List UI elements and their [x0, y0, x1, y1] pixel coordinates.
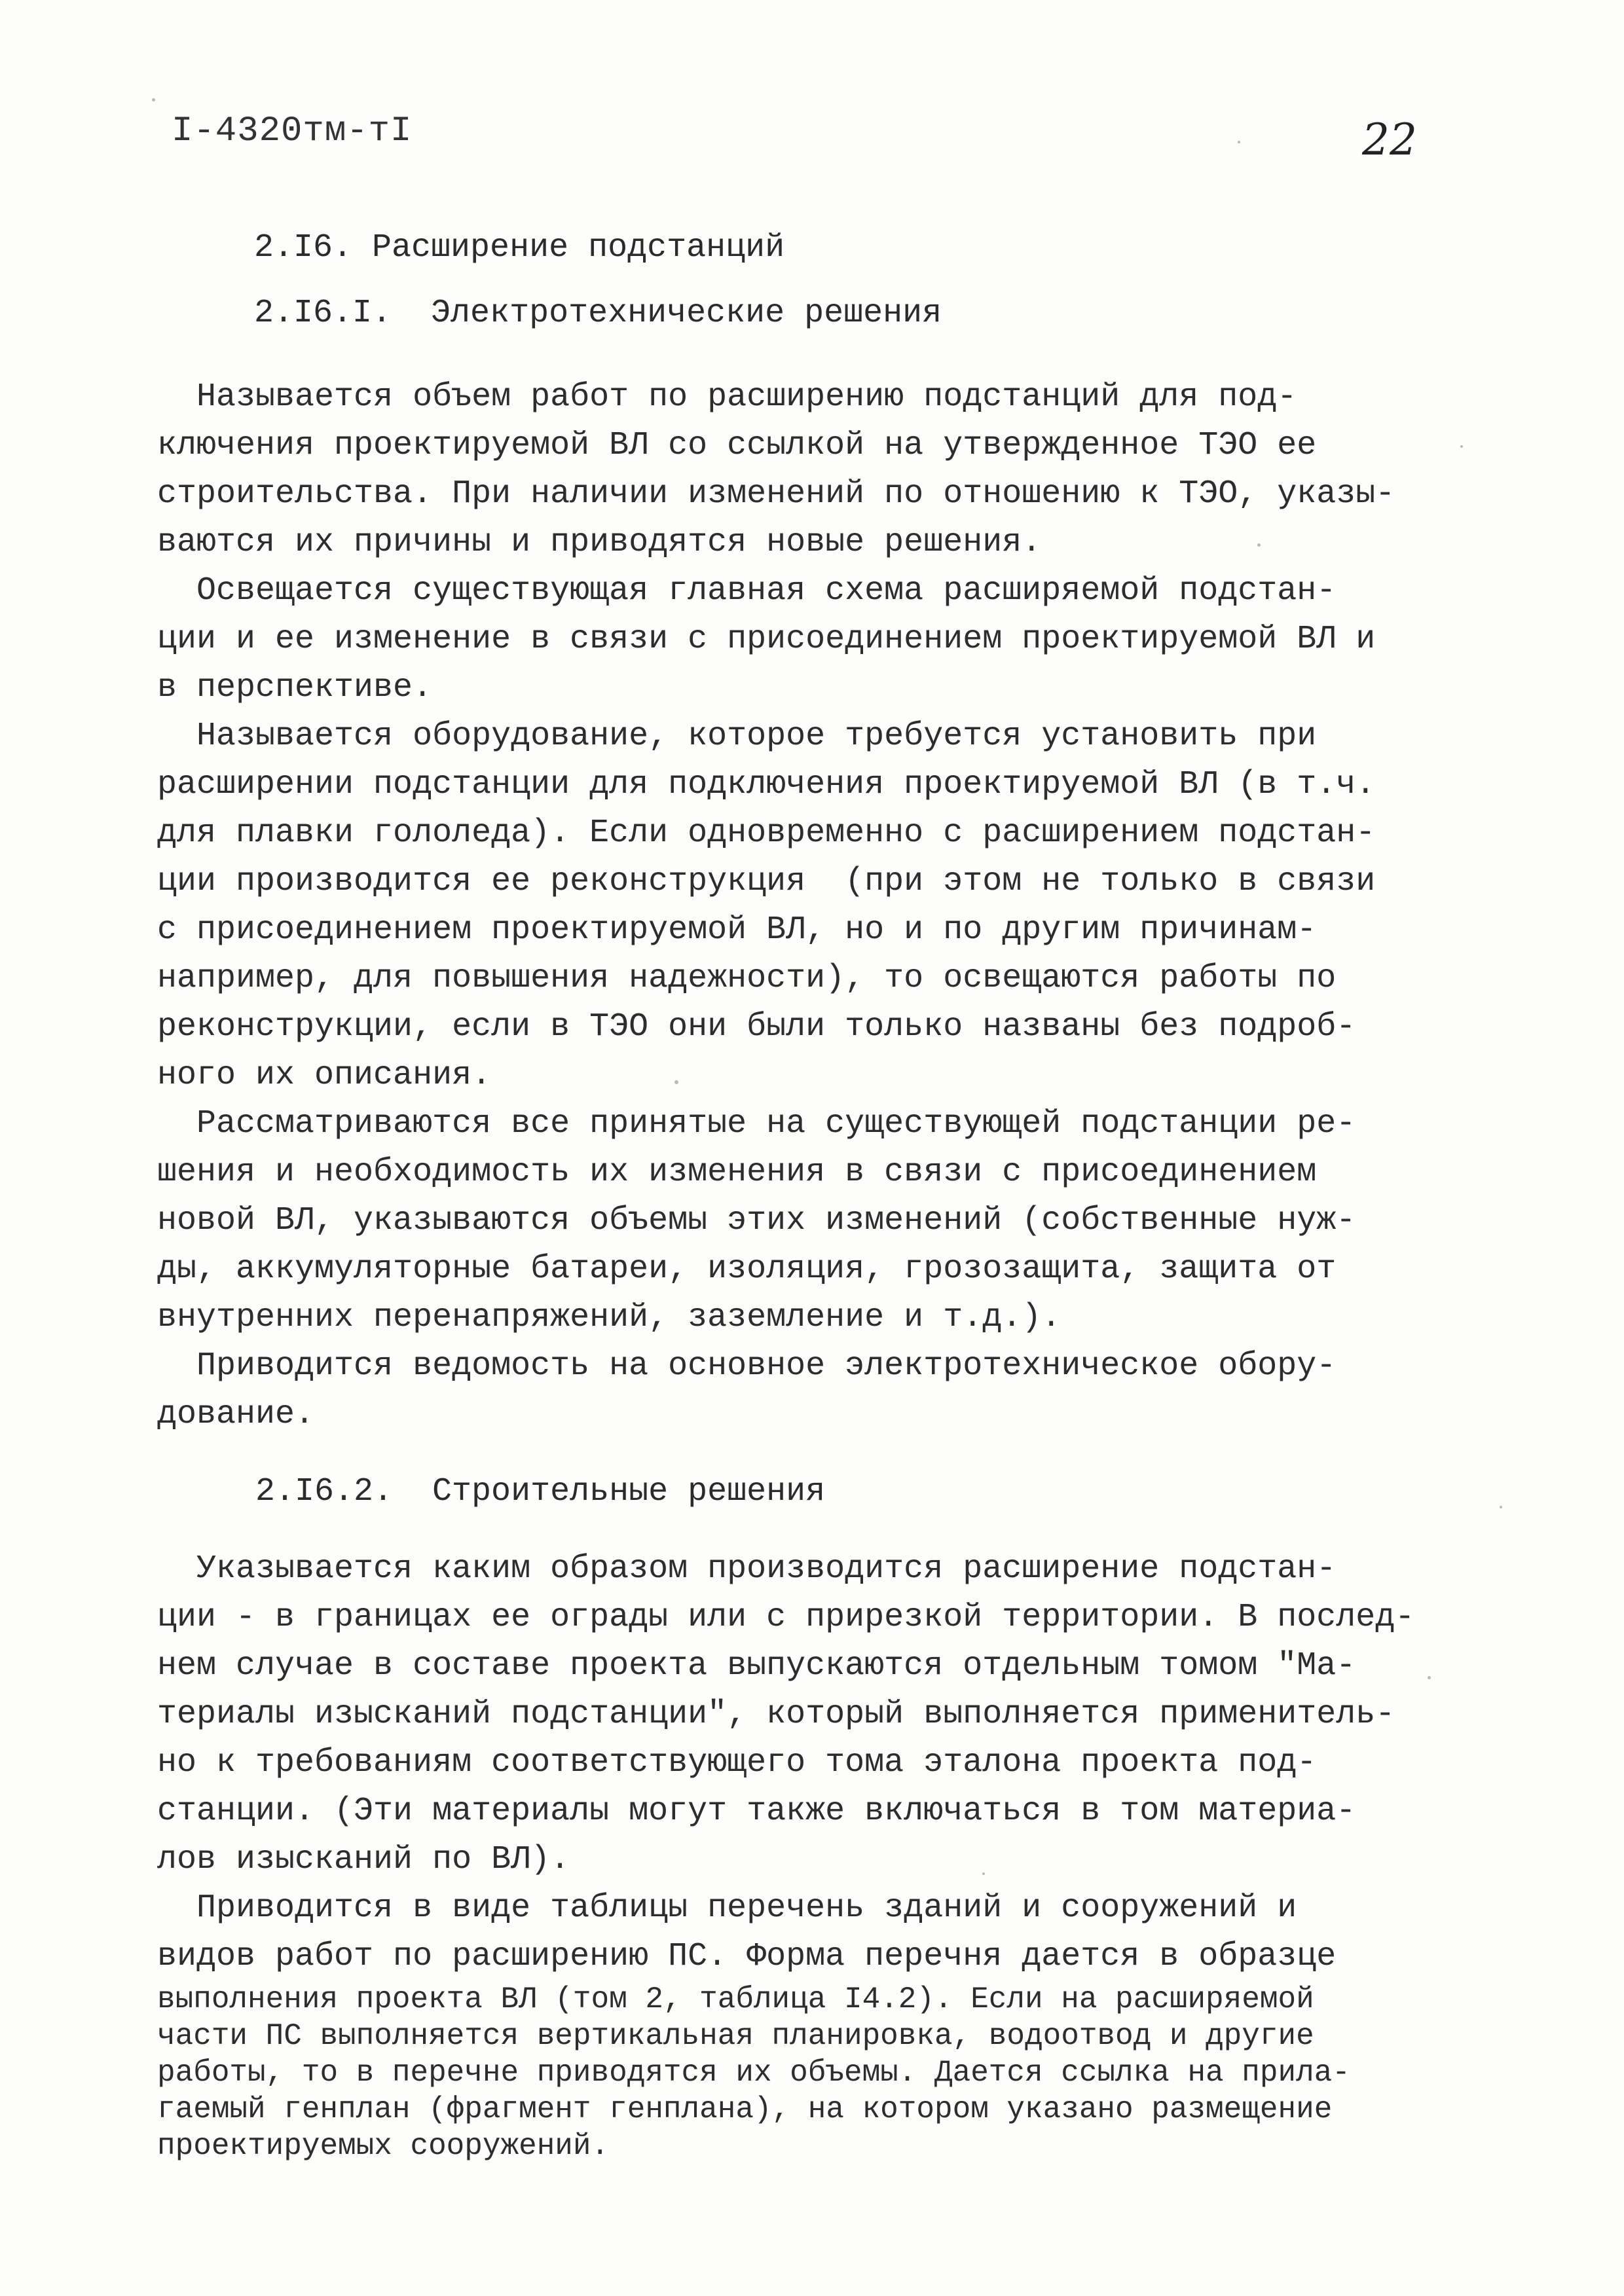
text-line: видов работ по расширению ПС. Форма перечня дается в образце	[157, 1938, 1337, 1975]
text-line: ного их описания.	[157, 1057, 492, 1094]
text-line: например, для повышения надежности), то освещаются работы по	[157, 960, 1337, 997]
compressed-text-lines	[157, 1981, 1467, 2164]
scan-speck	[1460, 445, 1463, 448]
text-line: шения и необходимость их изменения в связи с присоединением	[157, 1154, 1317, 1191]
text-line: для плавки гололеда). Если одновременно с расширением подстан-	[157, 814, 1376, 852]
text-line: внутренних перенапряжений, заземление и т.д.).	[157, 1299, 1061, 1336]
scan-speck	[1257, 543, 1261, 547]
text-line: в перспективе.	[157, 669, 433, 706]
section-electrotechnical-text	[157, 373, 1467, 1439]
section-construction-text	[157, 1545, 1467, 2164]
page-number: 22	[1362, 115, 1417, 165]
text-line: выполнения проекта ВЛ (том 2, таблица I4.2). Если на расширяемой	[157, 1982, 1314, 2016]
text-line: териалы изысканий подстанции", который выполняется применитель-	[157, 1696, 1395, 1733]
text-line: проектируемых сооружений.	[157, 2129, 610, 2163]
text-line: работы, то в перечне приводятся их объемы. Дается ссылка на прила-	[157, 2056, 1350, 2090]
scan-speck	[1428, 1676, 1431, 1679]
text-line: ции производится ее реконструкция (при этом не только в связи	[157, 863, 1376, 900]
text-line: Приводится ведомость на основное электротехническое обору-	[157, 1347, 1337, 1385]
text-line: расширении подстанции для подключения проектируемой ВЛ (в т.ч.	[157, 766, 1376, 803]
text-line: ключения проектируемой ВЛ со ссылкой на утвержденное ТЭО ее	[157, 427, 1317, 464]
scan-speck	[1500, 1506, 1502, 1508]
text-line: Рассматриваются все принятые на существующей подстанции ре-	[157, 1105, 1356, 1142]
text-line: ваются их причины и приводятся новые решения.	[157, 524, 1042, 561]
text-line: новой ВЛ, указываются объемы этих изменений (собственные нуж-	[157, 1202, 1356, 1239]
section-heading-2-16: 2.I6. Расширение подстанций	[254, 229, 785, 266]
text-line: станции. (Эти материалы могут также включаться в том материа-	[157, 1793, 1356, 1830]
scan-speck	[982, 1872, 985, 1875]
text-line: Называется оборудование, которое требуется установить при	[157, 718, 1317, 755]
text-line: лов изысканий по ВЛ).	[157, 1841, 570, 1878]
text-line: Освещается существующая главная схема расширяемой подстан-	[157, 572, 1337, 610]
text-line: Указывается каким образом производится расширение подстан-	[157, 1550, 1337, 1588]
text-line: строительства. При наличии изменений по отношению к ТЭО, указы-	[157, 475, 1395, 513]
text-line: гаемый генплан (фрагмент генплана), на котором указано размещение	[157, 2092, 1333, 2126]
text-line: части ПС выполняется вертикальная планировка, водоотвод и другие	[157, 2019, 1314, 2053]
text-line: ции - в границах ее ограды или с прирезкой территории. В послед-	[157, 1599, 1415, 1636]
text-line: Называется объем работ по расширению подстанций для под-	[157, 378, 1297, 416]
text-line: но к требованиям соответствующего тома эталона проекта под-	[157, 1744, 1317, 1781]
document-code: I-4320тм-тI	[172, 111, 413, 151]
text-line: реконструкции, если в ТЭО они были только названы без подроб-	[157, 1008, 1356, 1046]
section-heading-2-16-2: 2.I6.2. Строительные решения	[255, 1473, 826, 1510]
text-line: с присоединением проектируемой ВЛ, но и по другим причинам-	[157, 911, 1317, 949]
text-line: Приводится в виде таблицы перечень зданий и сооружений и	[157, 1889, 1297, 1927]
text-line: ды, аккумуляторные батареи, изоляция, грозозащита, защита от	[157, 1250, 1337, 1288]
scan-speck	[1238, 141, 1240, 143]
text-line: ции и ее изменение в связи с присоединением проектируемой ВЛ и	[157, 621, 1376, 658]
text-line: дование.	[157, 1396, 315, 1433]
scan-speck	[152, 98, 155, 101]
text-line: нем случае в составе проекта выпускаются отдельным томом "Ма-	[157, 1647, 1356, 1685]
section-heading-2-16-1: 2.I6.I. Электротехнические решения	[254, 295, 942, 332]
scan-speck	[674, 1080, 678, 1084]
